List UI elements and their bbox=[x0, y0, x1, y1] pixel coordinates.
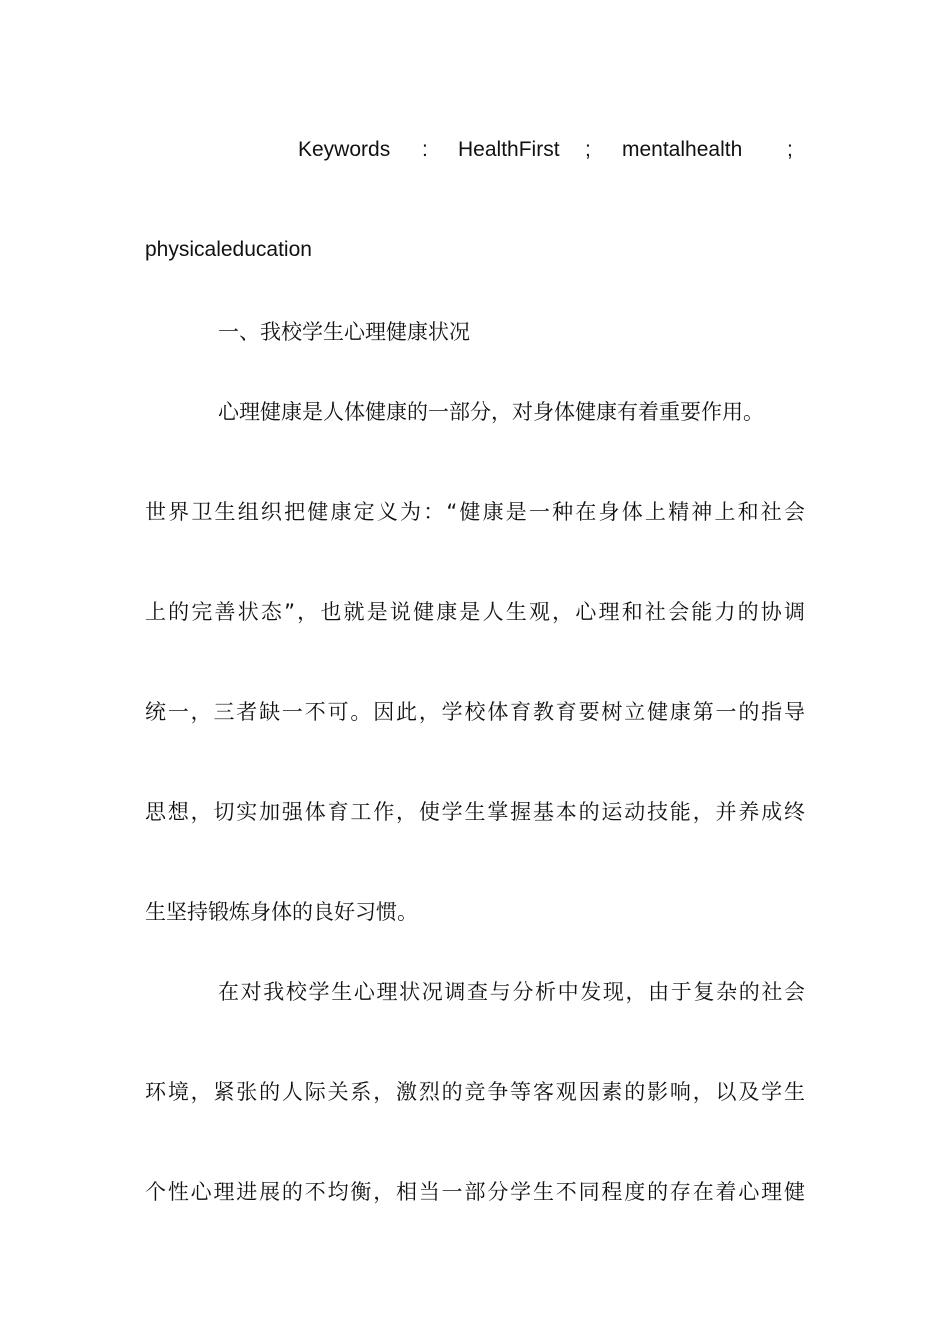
paragraph-1-line-1: 心理健康是人体健康的一部分，对身体健康有着重要作用。 bbox=[218, 400, 764, 424]
section-heading: 一、我校学生心理健康状况 bbox=[218, 320, 470, 344]
keyword-separator-2: ; bbox=[787, 138, 793, 161]
keyword-physical-education: physicaleducation bbox=[145, 238, 312, 261]
paragraph-1-line-5: 思想，切实加强体育工作，使学生掌握基本的运动技能，并养成终 bbox=[145, 800, 805, 824]
paragraph-1-line-3: 上的完善状态”，也就是说健康是人生观，心理和社会能力的协调 bbox=[145, 600, 805, 624]
paragraph-1-line-4: 统一，三者缺一不可。因此，学校体育教育要树立健康第一的指导 bbox=[145, 700, 805, 724]
keyword-mental-health: mentalhealth bbox=[622, 138, 743, 161]
paragraph-1-line-2: 世界卫生组织把健康定义为：“健康是一种在身体上精神上和社会 bbox=[145, 500, 805, 524]
paragraph-2-line-2: 环境，紧张的人际关系，激烈的竞争等客观因素的影响，以及学生 bbox=[145, 1080, 805, 1104]
paragraph-2-line-3: 个性心理进展的不均衡，相当一部分学生不同程度的存在着心理健 bbox=[145, 1180, 805, 1204]
keywords-line bbox=[145, 136, 805, 164]
keywords-label: Keywords bbox=[298, 138, 391, 161]
paragraph-2-line-1: 在对我校学生心理状况调查与分析中发现，由于复杂的社会 bbox=[218, 980, 805, 1004]
keyword-health-first: HealthFirst bbox=[458, 138, 560, 161]
keyword-separator-1: ; bbox=[585, 138, 591, 161]
paragraph-1-line-6: 生坚持锻炼身体的良好习惯。 bbox=[145, 900, 418, 924]
keywords-colon: : bbox=[422, 138, 428, 161]
